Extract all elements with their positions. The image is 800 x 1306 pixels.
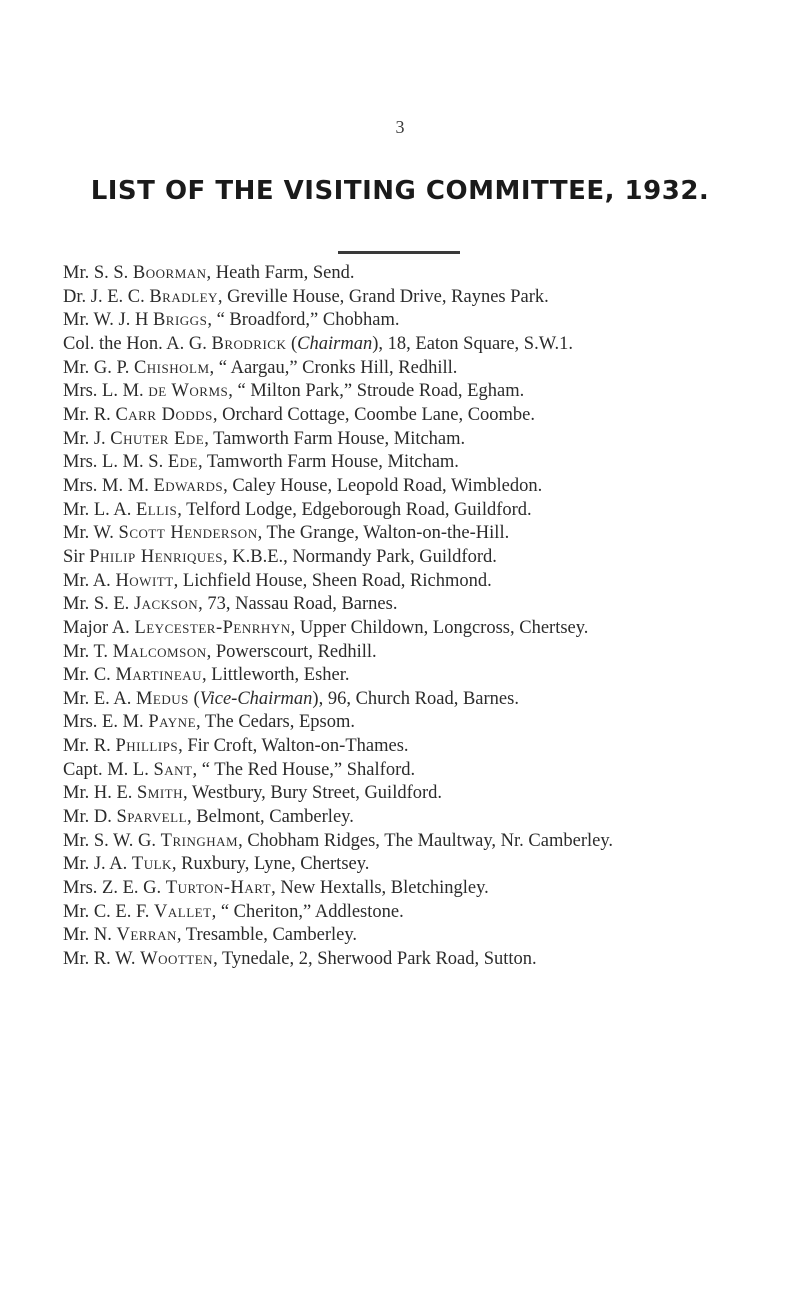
committee-member bbox=[63, 735, 793, 759]
member-role: Chairman bbox=[297, 333, 373, 354]
member-name: Malcomson bbox=[112, 641, 207, 662]
member-address: , The Grange, Walton-on-the-Hill. bbox=[257, 523, 510, 544]
member-title: Mr. G. P. bbox=[63, 357, 134, 378]
member-address: , Telford Lodge, Edgeborough Road, Guildford. bbox=[177, 499, 532, 520]
member-name: Briggs bbox=[152, 310, 208, 331]
member-address: , “ Milton Park,” Stroude Road, Egham. bbox=[228, 381, 525, 402]
member-title: Mr. W. bbox=[63, 523, 119, 544]
member-name: Carr Dodds bbox=[115, 404, 213, 425]
member-name: Brodrick bbox=[211, 333, 287, 354]
member-title: Mr. S. E. bbox=[63, 594, 134, 615]
committee-member bbox=[63, 522, 793, 546]
member-address: , “ Broadford,” Chobham. bbox=[207, 310, 400, 331]
member-title: Mr. R. W. bbox=[63, 949, 141, 970]
committee-member bbox=[63, 380, 793, 404]
member-name: Philip Henriques bbox=[89, 546, 223, 567]
member-title: Major A. bbox=[63, 617, 135, 638]
member-name: Tulk bbox=[131, 854, 172, 875]
member-title: Mrs. M. M. bbox=[63, 475, 154, 496]
member-address: , Westbury, Bury Street, Guildford. bbox=[183, 783, 443, 804]
member-address: , The Cedars, Epsom. bbox=[196, 712, 355, 733]
member-name: Leycester-Penrhyn bbox=[134, 617, 291, 638]
member-name: Ellis bbox=[135, 499, 178, 520]
member-name: Jackson bbox=[133, 594, 199, 615]
committee-member bbox=[63, 901, 793, 925]
page-title: LIST OF THE VISITING COMMITTEE, 1932. bbox=[90, 176, 710, 206]
committee-member bbox=[63, 806, 793, 830]
member-address: , K.B.E., Normandy Park, Guildford. bbox=[223, 546, 497, 567]
member-title: Mr. N. bbox=[63, 925, 117, 946]
member-title: Mr. W. J. H bbox=[63, 310, 153, 331]
member-address: , Greville House, Grand Drive, Raynes Park. bbox=[217, 286, 549, 307]
member-title: Mrs. E. M. bbox=[63, 712, 149, 733]
committee-member bbox=[63, 711, 793, 735]
title-divider bbox=[338, 251, 460, 254]
member-address: , Powerscourt, Redhill. bbox=[206, 641, 377, 662]
member-name: Medus bbox=[135, 688, 189, 709]
committee-member bbox=[63, 782, 793, 806]
member-title: Mr. H. E. bbox=[63, 783, 137, 804]
member-address: , 96, Church Road, Barnes. bbox=[318, 688, 519, 709]
committee-member bbox=[63, 641, 793, 665]
committee-list bbox=[63, 262, 793, 972]
member-address: , “ The Red House,” Shalford. bbox=[192, 759, 416, 780]
member-title: Mr. J. A. bbox=[63, 854, 132, 875]
member-title: Mr. A. bbox=[63, 570, 116, 591]
member-title: Mr. T. bbox=[63, 641, 113, 662]
committee-member bbox=[63, 546, 793, 570]
committee-member bbox=[63, 853, 793, 877]
member-address: , Ruxbury, Lyne, Chertsey. bbox=[171, 854, 370, 875]
member-address: , Chobham Ridges, The Maultway, Nr. Camberley. bbox=[238, 830, 613, 851]
member-name: Wootten bbox=[140, 949, 214, 970]
member-title: Mrs. L. M. S. bbox=[63, 452, 168, 473]
member-title: Mr. E. A. bbox=[63, 688, 136, 709]
member-address: , Belmont, Camberley. bbox=[187, 807, 354, 828]
member-title: Mr. D. bbox=[63, 807, 117, 828]
member-name: Payne bbox=[148, 712, 197, 733]
member-name: Chisholm bbox=[133, 357, 210, 378]
member-name: de Worms bbox=[148, 381, 229, 402]
committee-member bbox=[63, 570, 793, 594]
member-title: Mrs. L. M. bbox=[63, 381, 149, 402]
committee-member: Col. the Hon. A. G. Brodrick (Chairman), 18, Eaton Square, S.W.1. bbox=[63, 333, 573, 354]
member-role: Vice-Chairman bbox=[199, 688, 313, 709]
committee-member bbox=[63, 948, 793, 972]
committee-member bbox=[63, 593, 793, 617]
member-name: Sant bbox=[153, 759, 193, 780]
member-address: , “ Cheriton,” Addlestone. bbox=[211, 901, 404, 922]
committee-member bbox=[63, 499, 793, 523]
committee-member bbox=[63, 428, 793, 452]
member-name: Howitt bbox=[115, 570, 174, 591]
member-title: Mr. R. bbox=[63, 404, 116, 425]
member-address: , Tamworth Farm House, Mitcham. bbox=[198, 452, 459, 473]
member-title: Mrs. Z. E. G. bbox=[63, 878, 166, 899]
committee-member bbox=[63, 617, 793, 641]
member-name: Martineau bbox=[115, 665, 203, 686]
member-title: Sir bbox=[63, 546, 90, 567]
member-address: , Orchard Cottage, Coombe Lane, Coombe. bbox=[212, 404, 536, 425]
member-title: Dr. J. E. C. bbox=[63, 286, 150, 307]
member-name: Verran bbox=[116, 925, 177, 946]
committee-member: Mr. E. A. Medus (Vice-Chairman), 96, Church Road, Barnes. bbox=[63, 688, 519, 709]
member-address: , Littleworth, Esher. bbox=[202, 665, 350, 686]
member-name: Phillips bbox=[115, 736, 179, 757]
member-title: Mr. C. E. F. bbox=[63, 901, 155, 922]
member-address: , Lichfield House, Sheen Road, Richmond. bbox=[173, 570, 492, 591]
member-name: Ede bbox=[167, 452, 198, 473]
member-address: , 18, Eaton Square, S.W.1. bbox=[378, 333, 573, 354]
member-name: Boorman bbox=[132, 263, 207, 283]
committee-member bbox=[63, 404, 793, 428]
member-address: , New Hextalls, Bletchingley. bbox=[271, 878, 489, 899]
committee-member bbox=[63, 262, 793, 286]
member-address: , Fir Croft, Walton-on-Thames. bbox=[178, 736, 409, 757]
committee-member bbox=[63, 309, 793, 333]
member-title: Mr. S. S. bbox=[63, 263, 133, 283]
member-address: , 73, Nassau Road, Barnes. bbox=[198, 594, 398, 615]
page-number: 3 bbox=[395, 117, 405, 137]
member-title: Col. the Hon. A. G. bbox=[63, 333, 212, 354]
member-name: Edwards bbox=[153, 475, 224, 496]
member-address: , Caley House, Leopold Road, Wimbledon. bbox=[223, 475, 543, 496]
member-title: Mr. R. bbox=[63, 736, 116, 757]
member-name: Bradley bbox=[149, 286, 218, 307]
member-title: Mr. C. bbox=[63, 665, 116, 686]
member-address: , Upper Childown, Longcross, Chertsey. bbox=[290, 617, 589, 638]
committee-member bbox=[63, 475, 793, 499]
member-title: Mr. J. bbox=[63, 428, 111, 449]
member-name: Vallet bbox=[154, 901, 212, 922]
member-title: Mr. L. A. bbox=[63, 499, 136, 520]
committee-member bbox=[63, 759, 793, 783]
member-name: Tringham bbox=[160, 830, 239, 851]
member-address: , “ Aargau,” Cronks Hill, Redhill. bbox=[209, 357, 458, 378]
committee-member bbox=[63, 924, 793, 948]
member-title: Mr. S. W. G. bbox=[63, 830, 161, 851]
member-address: , Tynedale, 2, Sherwood Park Road, Sutton. bbox=[213, 949, 537, 970]
member-address: , Tamworth Farm House, Mitcham. bbox=[204, 428, 466, 449]
committee-member bbox=[63, 451, 793, 475]
committee-member bbox=[63, 877, 793, 901]
committee-member bbox=[63, 286, 793, 310]
member-name: Scott Henderson bbox=[118, 523, 258, 544]
member-address: , Tresamble, Camberley. bbox=[176, 925, 358, 946]
committee-member bbox=[63, 357, 793, 381]
committee-member bbox=[63, 664, 793, 688]
committee-member bbox=[63, 830, 793, 854]
member-address: , Heath Farm, Send. bbox=[206, 263, 355, 283]
member-name: Turton-Hart bbox=[165, 878, 272, 899]
member-name: Chuter Ede bbox=[110, 428, 205, 449]
member-name: Smith bbox=[137, 783, 184, 804]
member-name: Sparvell bbox=[116, 807, 188, 828]
member-title: Capt. M. L. bbox=[63, 759, 154, 780]
